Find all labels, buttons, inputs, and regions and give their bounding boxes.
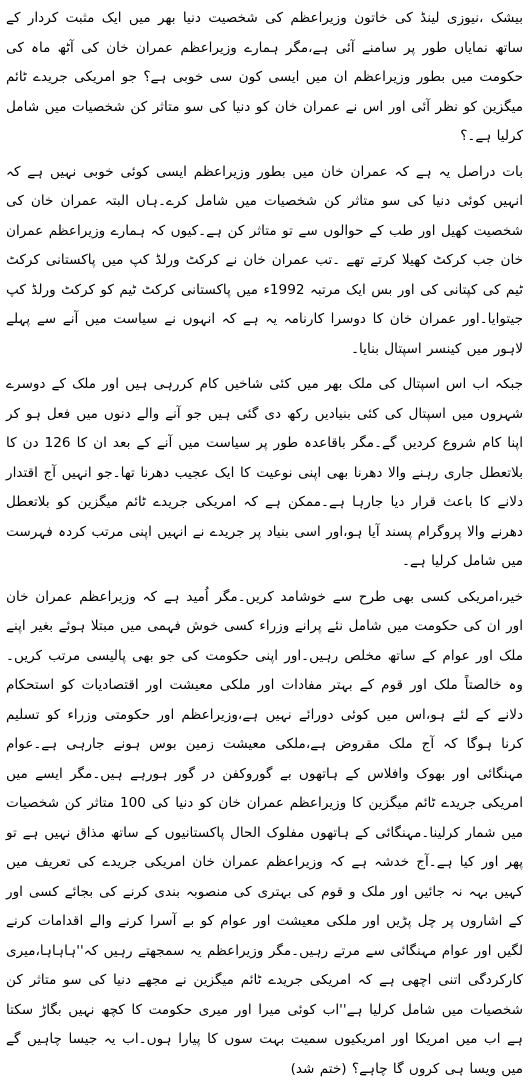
paragraph-1: بیشک ،نیوزی لینڈ کی خاتون وزیراعظم کی شخصیت دنیا بھر میں ایک مثبت کردار کے ساتھ نمایاں طور پر سامنے آئی ہے،مگر ہمارے وزیراعظم عمران خان کی آٹھ ماہ کی حکومت میں بطور وزیراعظم ان میں ایسی کون سی خوبی ہے؟ جو امریکی جریدے ٹائم میگزین کو نظر آئی اور اس نے عمران خان کو دنیا کی سو متاثر کن شخصیات میں شامل کرلیا ہے۔؟ xyxy=(6,4,523,152)
paragraph-4: خیر،امریکی کسی بھی طرح سے خوشامد کریں۔مگر اُمید ہے کہ وزیراعظم عمران خان اور ان کی حکومت میں شامل نئے پرانے وزراء کسی خوش فہمی میں مبتلا ہوئے بغیر اپنے ملک اور عوام کے ساتھ مخلص رہیں۔اور اپنی حکومت کی جو بھی پالیسی مرتب کریں۔وہ خالصتاً ملک اور قوم کے بہتر مفادات اور ملکی معیشت اور اقتصادیات کو استحکام دلانے کے لئے ہو،اس میں کوئی دورائے نہیں ہے،وزیراعظم اور حکومتی وزراء کو تسلیم کرنا ہوگا کہ آج ملک مقروض ہے،ملکی معیشت زمین بوس ہونے جارہی ہے۔عوام مہنگائی اور بھوک وافلاس کے ہاتھوں بے گوروکفن در گور ہورہے ہیں۔مگر ایسے میں امریکی جریدے ٹائم میگزین کا وزیراعظم عمران خان کو دنیا کی 100 متاثر کن شخصیات میں شمار کرلینا۔مہنگائی کے ہاتھوں مفلوک الحال پاکستانیوں کے ساتھ مذاق نہیں ہے تو پھر اور کیا ہے۔آج خدشہ ہے کہ وزیراعظم عمران خان امریکی جریدے کی تعریف میں کہیں بہہ نہ جائیں اور ملک و قوم کی بہتری کی منصوبہ بندی کرنے کی بجائے کسی اور کے اشاروں پر چل پڑیں اور ملکی معیشت اور عوام کو بے آسرا کرنے والے اقدامات کرنے لگیں اور عوام مہنگائی سے مرتے رہیں۔مگر وزیراعظم یہ سمجھتے رہیں کہ''ہاہاہا،میری کارکردگی اتنی اچھی ہے کہ امریکی جریدے ٹائم میگزین نے مجھے دنیا کی سو متاثر کن شخصیات میں شامل کرلیا ہے''اب کوئی میرا اور میری حکومت کا کچھ نہیں بگاڑ سکتا ہے اب میں امریکا اور امریکیوں سمیت بہت سوں کا پیارا ہوں۔اب یہ جیسا چاہیں گے میں ویسا ہی کروں گا چاہے؟ (ختم شد) xyxy=(6,583,523,1084)
paragraph-2: بات دراصل یہ ہے کہ عمران خان میں بطور وزیراعظم ایسی کوئی خوبی نہیں ہے کہ انہیں کوئی دنیا کی سو متاثر کن شخصیات میں شامل کرے۔ہاں البتہ عمران خان کی شخصیت کھیل اور طب کے حوالوں سے تو متاثر کن ہے۔کیوں کہ ہمارے وزیراعظم عمران خان جب کرکٹ کھیلا کرتے تھے ۔تب عمران خان نے کرکٹ ورلڈ کپ میں پاکستانی کرکٹ ٹیم کی کپتانی کی اور بس ایک مرتبہ 1992ء میں پاکستانی کرکٹ ٹیم کو کرکٹ ورلڈ کپ جیتوایا۔اور عمران خان کا دوسرا کارنامہ یہ ہے کہ انہوں نے سیاست میں آنے سے پہلے لاہور میں کینسر اسپتال بنایا۔ xyxy=(6,158,523,365)
paragraph-3: جبکہ اب اس اسپتال کی ملک بھر میں کئی شاخیں کام کررہی ہیں اور ملک کے دوسرے شہروں میں اسپتال کی کئی بنیادیں رکھ دی گئی ہیں جو آنے والے دنوں میں فعل ہو کر اپنا کام شروع کردیں گے۔مگر باقاعدہ طور پر سیاست میں آنے کے بعد ان کا 126 دن کا بلاتعطل جاری رہنے والا دھرنا بھی اپنی نوعیت کا ایک عجیب دھرنا تھا۔جو انہیں آج اقتدار دلانے کا باعث قرار دیا جارہا ہے۔ممکن ہے کہ امریکی جریدے ٹائم میگزین کو بلاتعطل دھرنے والا پروگرام پسند آیا ہو،اور اسی بنیاد پر جریدے نے انہیں اپنی مرتب کردہ فہرست میں شامل کرلیا ہے۔ xyxy=(6,370,523,577)
